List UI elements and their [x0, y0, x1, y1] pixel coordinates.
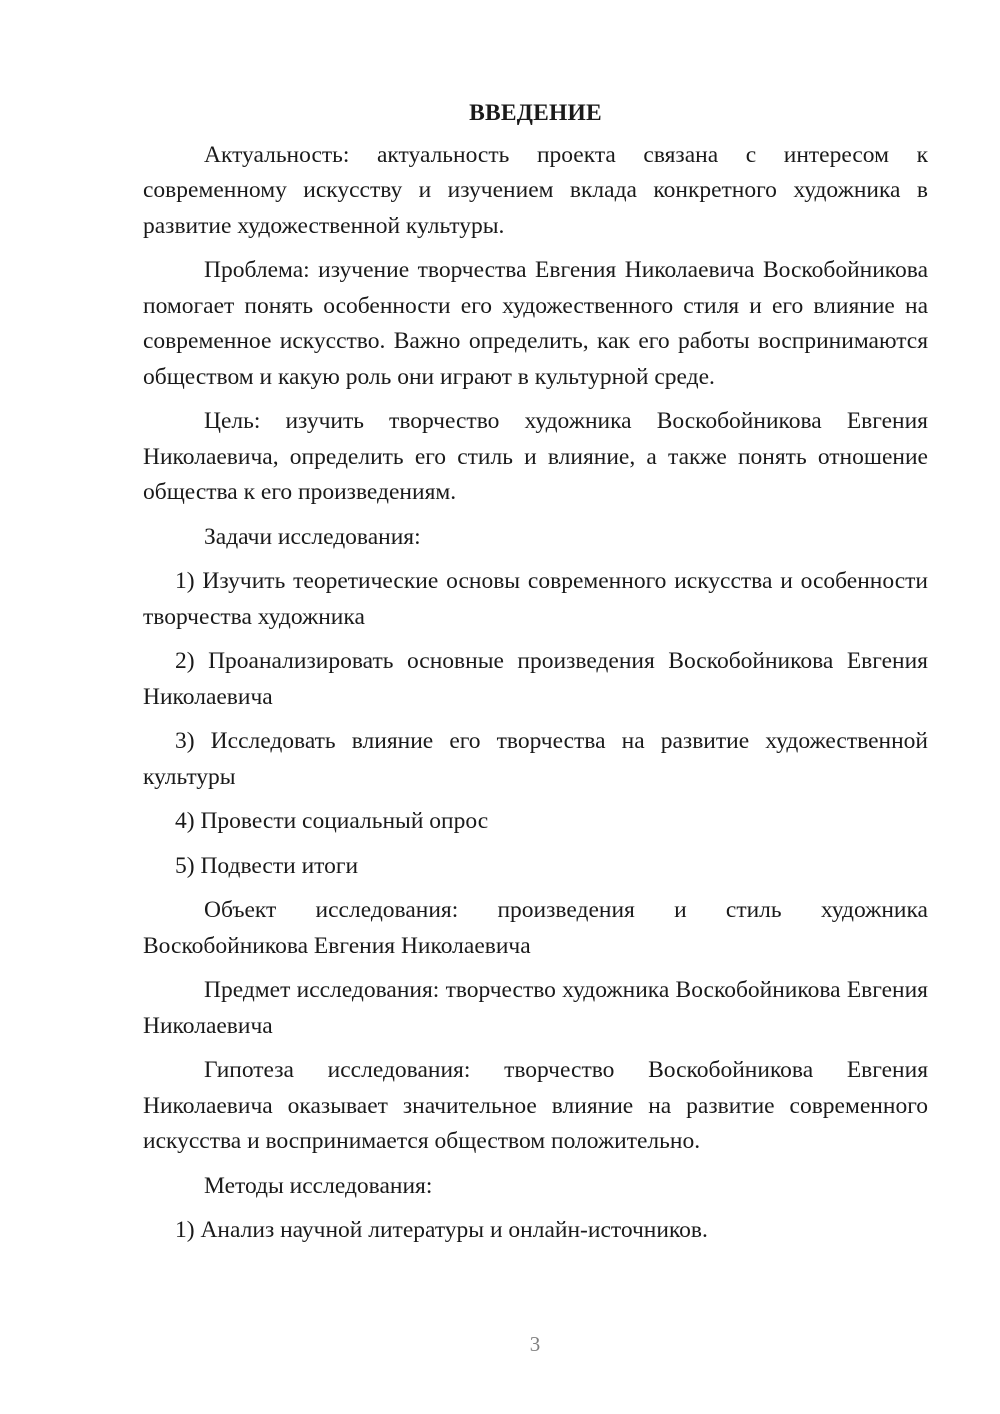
subject-paragraph: Предмет исследования: творчество художника Воскобойникова Евгения Николаевича — [143, 977, 928, 1039]
page-number: 3 — [529, 1332, 541, 1356]
section-title: ВВЕДЕНИЕ — [469, 100, 602, 126]
task-item-5: 5) Подвести итоги — [175, 852, 359, 879]
method-item-1: 1) Анализ научной литературы и онлайн-источников. — [175, 1217, 708, 1243]
hypothesis-paragraph: Гипотеза исследования: творчество Воскобойникова Евгения Николаевича оказывает значительное влияние на развитие современного искусства и воспринимается обществом положительно. — [143, 1057, 928, 1154]
task-item-4: 4) Провести социальный опрос — [175, 808, 489, 834]
goal-paragraph: Цель: изучить творчество художника Воскобойникова Евгения Николаевича, определить его стиль и влияние, а также понять отношение общества к его произведениям. — [143, 408, 928, 505]
task-item-3: 3) Исследовать влияние его творчества на развитие художественной культуры — [143, 728, 928, 790]
task-item-1: 1) Изучить теоретические основы современного искусства и особенности творчества художника — [143, 568, 928, 630]
task-item-2: 2) Проанализировать основные произведения Воскобойникова Евгения Николаевича — [143, 648, 928, 710]
relevance-paragraph: Актуальность: актуальность проекта связана с интересом к современному искусству и изучением вклада конкретного художника в развитие художественной культуры. — [143, 141, 928, 239]
page-content — [143, 96, 928, 1258]
tasks-heading: Задачи исследования: — [204, 523, 421, 550]
object-paragraph: Объект исследования: произведения и стиль художника Воскобойникова Евгения Николаевича — [143, 897, 928, 959]
problem-paragraph: Проблема: изучение творчества Евгения Николаевича Воскобойникова помогает понять особенности его художественного стиля и его влияние на современное искусство. Важно определить, как его работы воспринимаются обществом и какую роль они играют в культурной среде. — [143, 257, 928, 390]
methods-heading: Методы исследования: — [204, 1172, 433, 1199]
